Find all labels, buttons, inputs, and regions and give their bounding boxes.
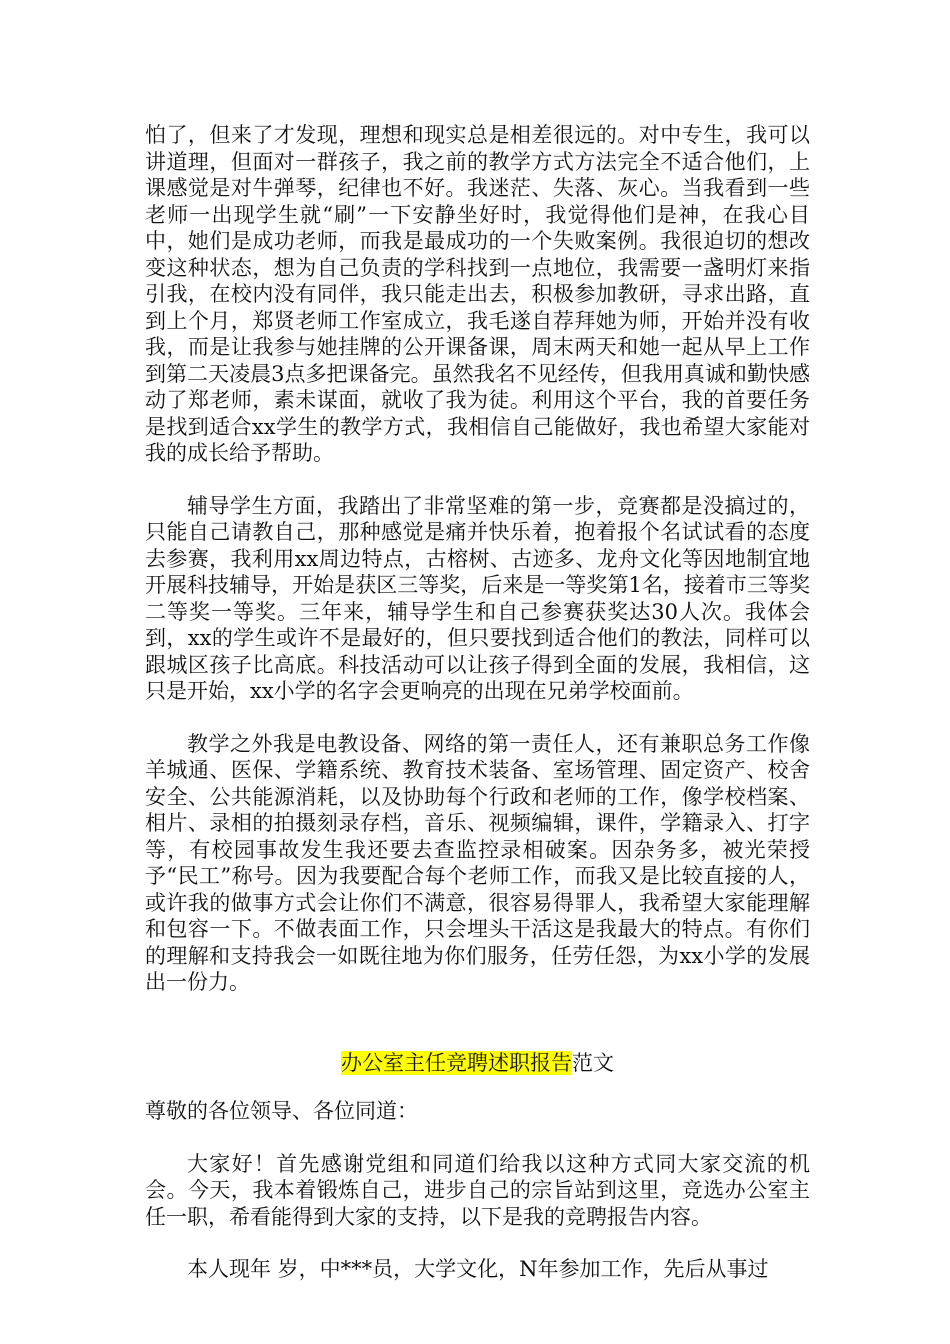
section-title [145, 1050, 810, 1077]
paragraph-5: 本人现年 岁，中***员，大学文化，N年参加工作，先后从事过 [187, 1257, 769, 1281]
paragraph-4: 大家好！首先感谢党组和同道们给我以这种方式同大家交流的机会。今天，我本着锻炼自己，进步自己的宗旨站到这里，竞选办公室主任一职，希看能得到大家的支持，以下是我的竞聘报告内容。 [145, 1151, 810, 1229]
paragraph-1: 怕了，但来了才发现，理想和现实总是相差很远的。对中专生，我可以讲道理，但面对一群孩子，我之前的教学方式方法完全不适合他们，上课感觉是对牛弹琴，纪律也不好。我迷茫、失落、灰心。当我看到一些老师一出现学生就“刷”一下安静坐好时，我觉得他们是神，在我心目中，她们是成功老师，而我是最成功的一个失败案例。我很迫切的想改变这种状态，想为自己负责的学科找到一点地位，我需要一盏明灯来指引我，在校内没有同伴，我只能走出去，积极参加教研，寻求出路，直到上个月，郑贤老师工作室成立，我毛遂自荐拜她为师，开始并没有收我，而是让我参与她挂牌的公开课备课，周末两天和她一起从早上工作到第二天凌晨3点多把课备完。虽然我名不见经传，但我用真诚和勤快感动了郑老师，素未谋面，就收了我为徒。利用这个平台，我的首要任务是找到适合xx学生的教学方式，我相信自己能做好，我也希望大家能对我的成长给予帮助。 [145, 123, 810, 465]
document-body [145, 122, 810, 1283]
greeting-line: 尊敬的各位领导、各位同道： [145, 1099, 418, 1123]
paragraph-3: 教学之外我是电教设备、网络的第一责任人，还有兼职总务工作像羊城通、医保、学籍系统、教育技术装备、室场管理、固定资产、校舍安全、公共能源消耗，以及协助每个行政和老师的工作，像学校档案、相片、录相的拍摄刻录存档，音乐、视频编辑，课件，学籍录入、打字等，有校园事故发生我还要去查监控录相破案。因杂务多，被光荣授予“民工”称号。因为我要配合每个老师工作，而我又是比较直接的人，或许我的做事方式会让你们不满意，很容易得罪人，我希望大家能理解和包容一下。不做表面工作，只会埋头干活这是我最大的特点。有你们的理解和支持我会一如既往地为你们服务，任劳任怨，为xx小学的发展出一份力。 [145, 731, 810, 994]
section-title-suffix: 范文 [572, 1050, 614, 1075]
section-title-highlighted: 办公室主任竞聘述职报告 [341, 1050, 572, 1075]
paragraph-2: 辅导学生方面，我踏出了非常坚难的第一步，竞赛都是没搞过的，只能自己请教自己，那种感觉是痛并快乐着，抱着报个名试试看的态度去参赛，我利用xx周边特点，古榕树、古迹多、龙舟文化等因地制宜地开展科技辅导，开始是获区三等奖，后来是一等奖第1名，接着市三等奖二等奖一等奖。三年来，辅导学生和自己参赛获奖达30人次。我体会到，xx的学生或许不是最好的，但只要找到适合他们的教法，同样可以跟城区孩子比高底。科技活动可以让孩子得到全面的发展，我相信，这只是开始，xx小学的名字会更响亮的出现在兄弟学校面前。 [145, 493, 810, 703]
